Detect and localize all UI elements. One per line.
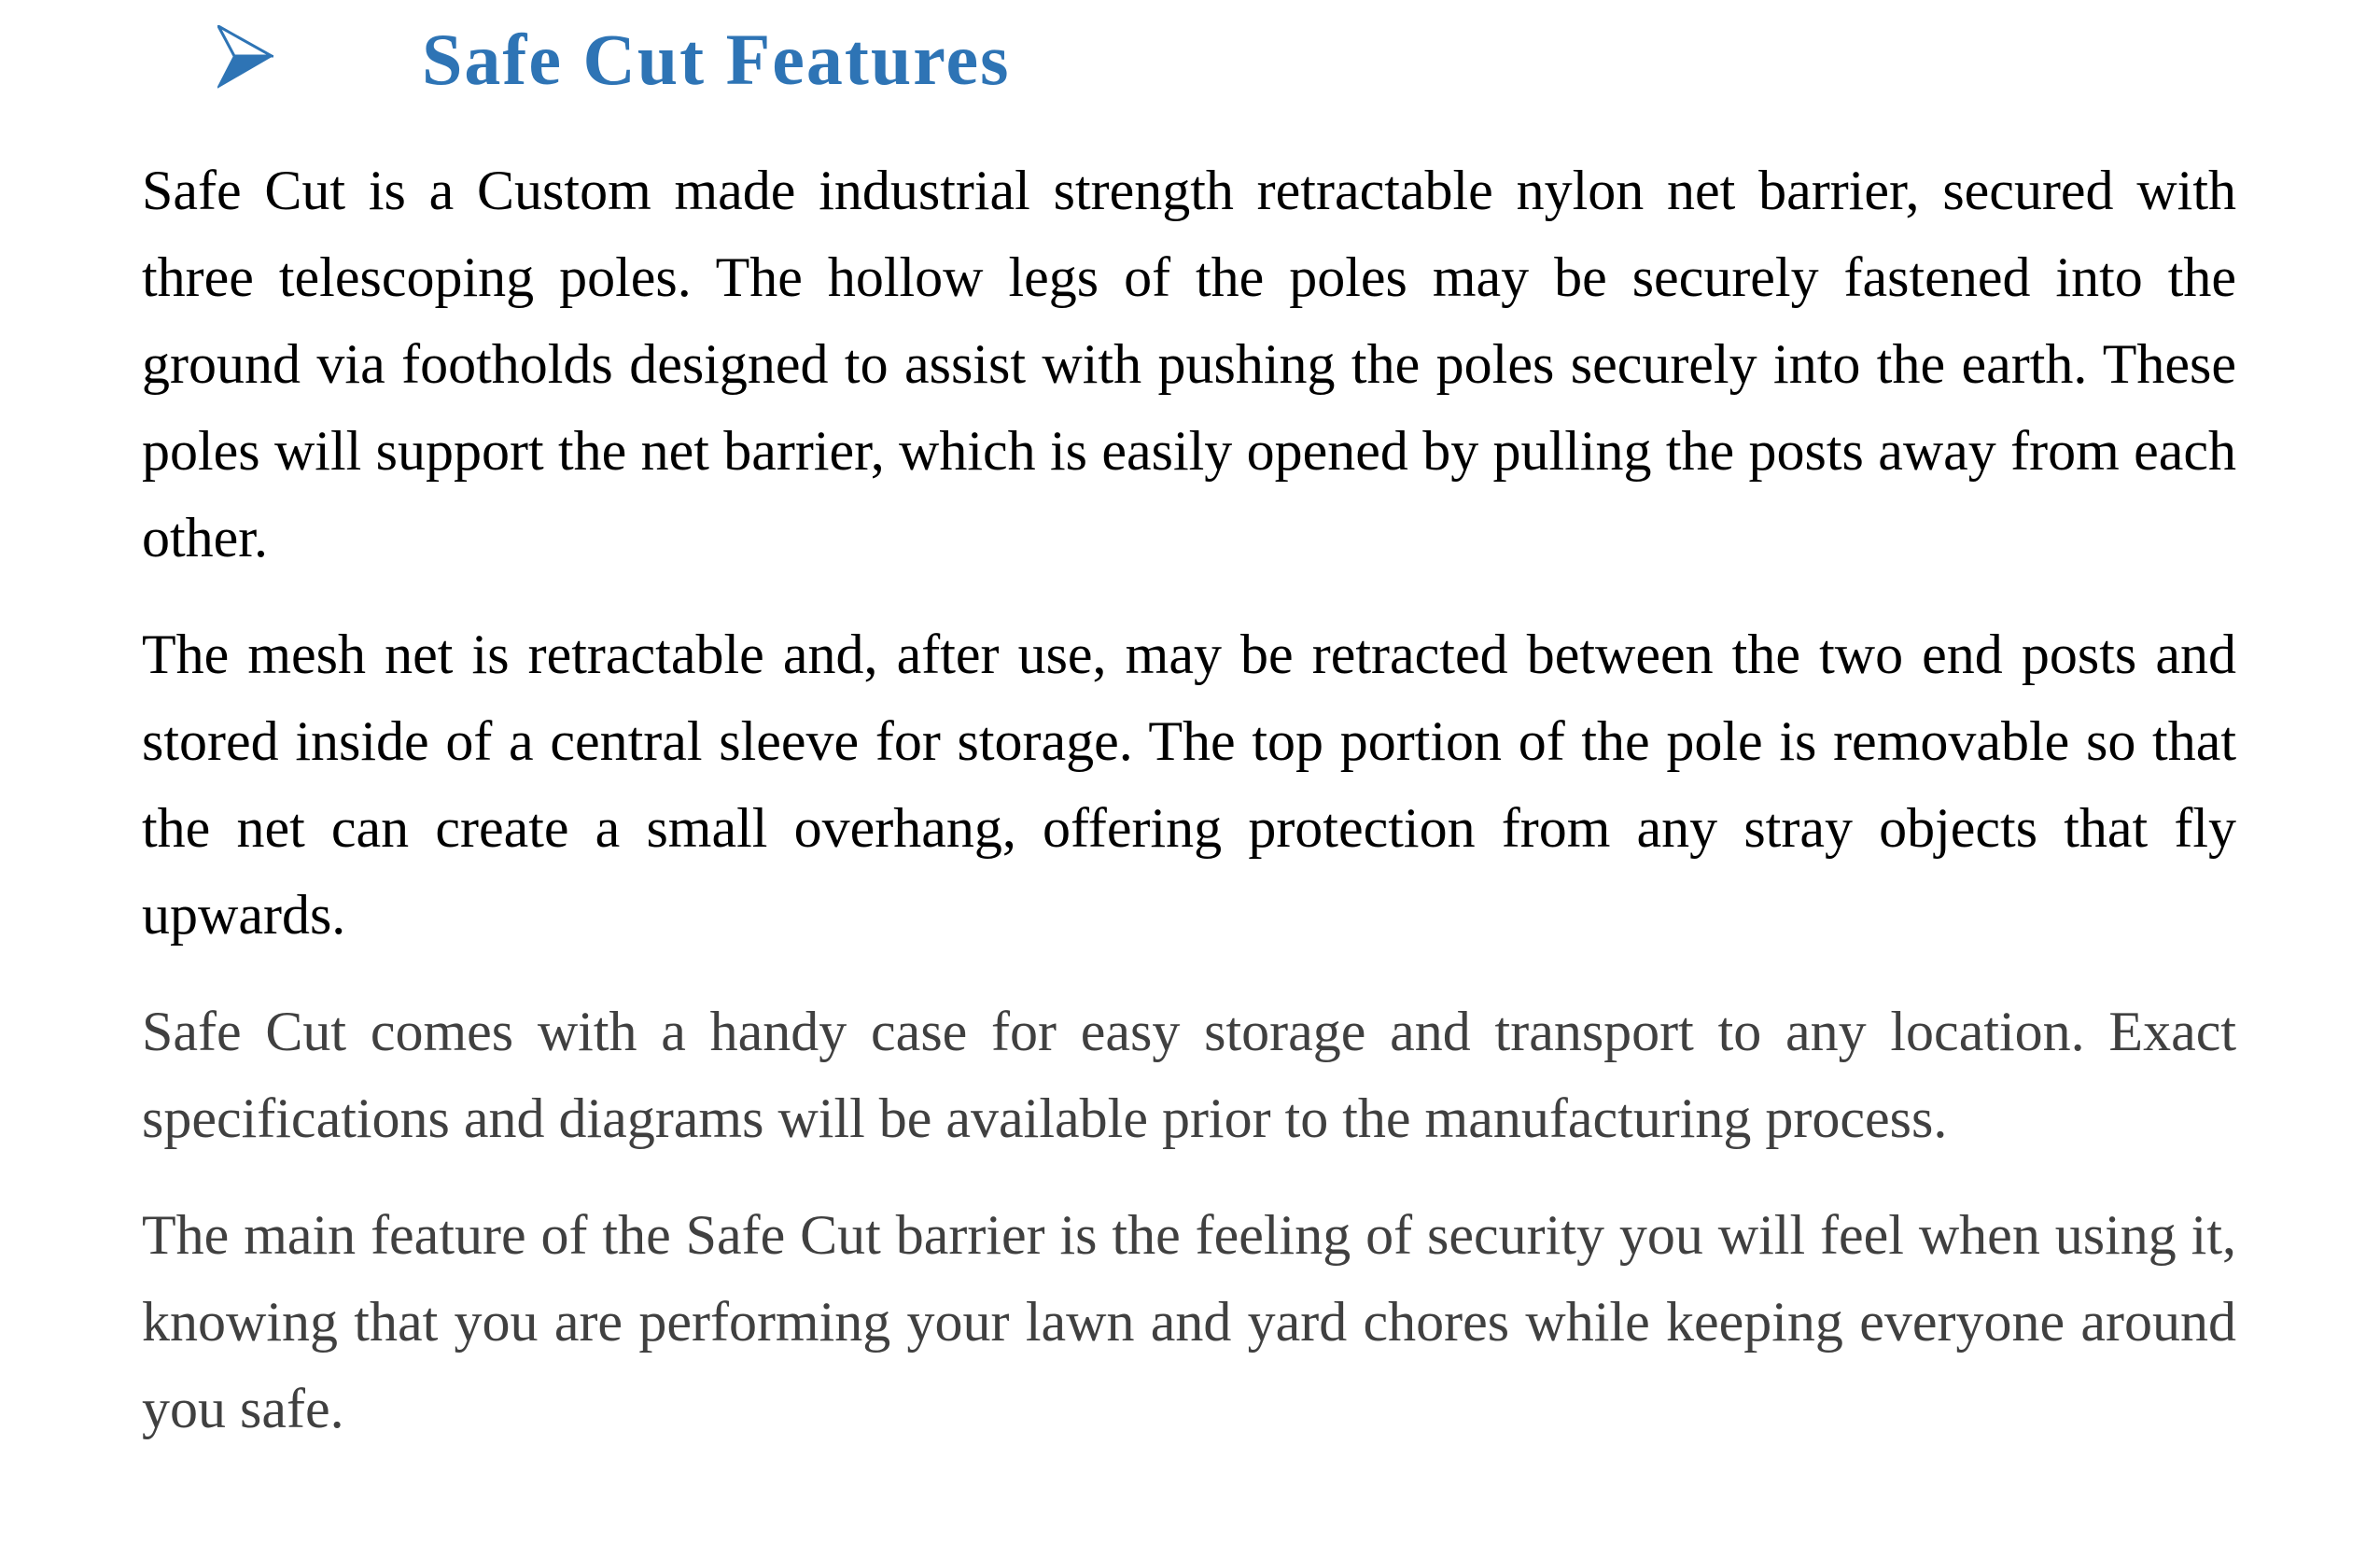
paragraph-storage-case: Safe Cut comes with a handy case for easy storage and transport to any location. Exact specifications and diagrams will be available prior to the manufacturing process. [142, 1001, 2236, 1149]
page-title: Safe Cut Features [422, 19, 1011, 100]
body-text [142, 147, 2236, 1482]
arrow-bullet-icon [217, 25, 273, 89]
paragraph-mesh-net: The mesh net is retractable and, after use, may be retracted between the two end posts and stored inside of a central sleeve for storage. The top portion of the pole is removable so that the net can create a small overhang, offering protection from any stray objects that fly upwards. [142, 624, 2236, 946]
paragraph-intro: Safe Cut is a Custom made industrial strength retractable nylon net barrier, secured with three telescoping poles. The hollow legs of the poles may be securely fastened into the ground via footholds designed to assist with pushing the poles securely into the earth. These poles will support the net barrier, which is easily opened by pulling the posts away from each other. [142, 160, 2236, 568]
paragraph-main-feature: The main feature of the Safe Cut barrier is the feeling of security you will feel when using it, knowing that you are performing your lawn and yard chores while keeping everyone around you safe. [142, 1204, 2236, 1439]
section-heading [0, 0, 2380, 121]
